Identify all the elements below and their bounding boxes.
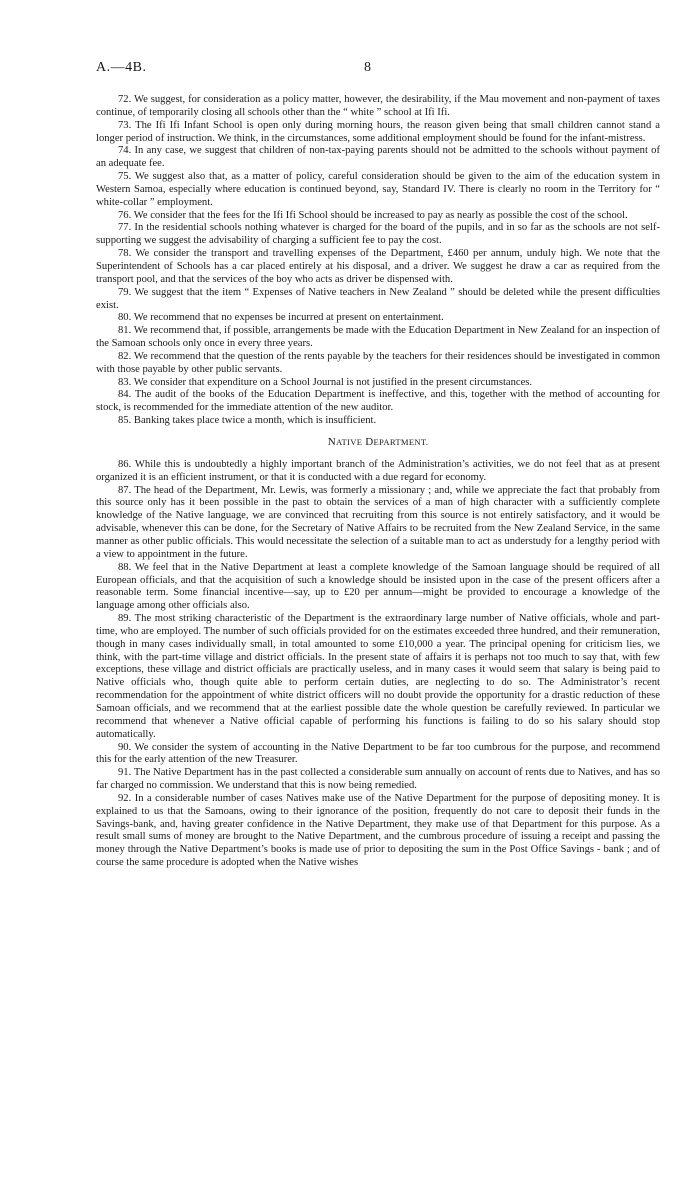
section-heading [96,436,660,449]
paragraph: 89. The most striking characteristic of the Department is the extraordinary large number of Native officials, whole and part-time, who are employed. The number of such officials provided for on the estimates exceeded three hundred, and their remuneration, though in many cases individually small, in total amounted to some £10,000 a year. The principal opening for criticism lies, we think, with the part-time village and district officials. In the present state of affairs it is perhaps not too much to say that, with few exceptions, these village and district officials are practically useless, and in many cases it would seem that salary is being paid to Native officials who, though quite able to perform certain duties, are neglecting to do so. The Administrator’s recent recommendation for the appointment of white district officers will no doubt provide the opportunity for a drastic reduction of these Samoan officials, and we recommend that at the earliest possible date the whole question be carefully reviewed. In particular we recommend that whenever a Native official capable of performing his functions is failing to do so his salary should stop automatically. [96,613,660,740]
paragraph: 87. The head of the Department, Mr. Lewis, was formerly a missionary ; and, while we appreciate the fact that probably from this source only has it been possible in the past to obtain the services of a man of high character with a sufficiently complete knowledge of the Native language, we are convinced that recruiting from this source is not entirely satisfactory, and it would be advisable, whenever this can be done, for the Secretary of Native Affairs to be recruited from the New Zealand Service, in the same manner as other public officials. This would necessitate the selection of a suitable man to act as understudy for a lengthy period with a view to appointment in the future. [96,484,660,560]
document-reference: A.—4B. [96,60,147,75]
paragraph: 74. In any case, we suggest that children of non-tax-paying parents should not be admitted to the schools without payment of an adequate fee. [96,145,660,170]
heading-rest-epartment: EPARTMENT. [373,436,429,447]
paragraph: 83. We consider that expenditure on a School Journal is not justified in the present circumstances. [118,376,533,388]
paragraph: 78. We consider the transport and travelling expenses of the Department, £460 per annum, unduly high. We note that the Superintendent of Schools has a car placed entirely at his disposal, and a driver. We suggest he draw a car as required from the transport pool, and that the services of the boy who acts as driver be dispensed with. [96,248,660,285]
body-text [96,94,660,870]
paragraph: 80. We recommend that no expenses be incurred at present on entertainment. [118,312,444,324]
paragraph: 77. In the residential schools nothing whatever is charged for the board of the pupils, and in so far as the schools are not self-supporting we suggest the advisability of charging a sufficient fee to pay the cost. [96,222,660,247]
paragraph: 72. We suggest, for consideration as a policy matter, however, the desirability, if the Mau movement and non-payment of taxes continue, of temporarily closing all schools other than the “ white ” school at Ifi Ifi. [96,94,660,118]
paragraph: 82. We recommend that the question of the rents payable by the teachers for their residences should be investigated in common with those payable by other public servants. [96,350,660,375]
paragraph: 90. We consider the system of accounting in the Native Department to be far too cumbrous for the purpose, and recommend this for the early attention of the new Treasurer. [96,741,660,766]
page-number: 8 [364,60,371,75]
paragraph: 85. Banking takes place twice a month, which is insufficient. [118,415,377,427]
heading-rest-ative: ATIVE [335,436,363,447]
paragraph: 86. While this is undoubtedly a highly important branch of the Administration’s activities, we do not feel that as at present organized it is an efficient instrument, or that it is conducted with a due regard for economy. [96,458,660,483]
paragraph: 81. We recommend that, if possible, arrangements be made with the Education Department in New Zealand for an inspection of the Samoan schools only once in every three years. [96,325,660,350]
paragraph: 84. The audit of the books of the Education Department is ineffective, and this, together with the method of accounting for stock, is recommended for the immediate attention of the new auditor. [96,389,660,414]
paragraph: 91. The Native Department has in the past collected a considerable sum annually on account of rents due to Natives, and has so far charged no commission. We understand that this is now being remedied. [96,767,660,792]
paragraph: 88. We feel that in the Native Department at least a complete knowledge of the Samoan language should be required of all European officials, and that the acquisition of such a knowledge should be insisted upon in the case of the present officers after a reasonable term. Some financial incentive—say, up to £20 per annum—might be provided to encourage a knowledge of the language among other officials also. [96,561,660,612]
paragraph: 76. We consider that the fees for the Ifi Ifi School should be increased to pay as nearly as possible the cost of the school. [118,209,628,221]
paragraph: 73. The Ifi Ifi Infant School is open only during morning hours, the reason given being that small children cannot stand a longer period of instruction. We think, in the circumstances, some additional employment should be found for the infant-mistress. [96,119,660,144]
page-header [96,60,660,82]
paragraph-group-education [96,94,660,428]
heading-initial-d: D [365,435,374,448]
paragraph-group-native-department [96,459,660,870]
paragraph: 79. We suggest that the item “ Expenses of Native teachers in New Zealand ” should be deleted while the present difficulties exist. [96,286,660,311]
heading-initial-n: N [327,435,336,448]
paragraph: 92. In a considerable number of cases Natives make use of the Native Department for the purpose of depositing money. It is explained to us that the Samoans, owing to their ignorance of the position, frequently do not care to deposit their funds in the Savings-bank, and, having greater confidence in the Native Department, they make use of that Department for this purpose. As a result small sums of money are brought to the Native Department, and the cumbrous procedure of issuing a receipt and passing the money through the Native Department’s books is made use of prior to depositing the sum in the Post Office Savings - bank ; and of course the same procedure is adopted when the Native wishes [96,792,660,869]
paragraph: 75. We suggest also that, as a matter of policy, careful consideration should be given to the aim of the education system in Western Samoa, especially where education is continued beyond, say, Standard IV. There is clearly no room in the Territory for “ white-collar ” employment. [96,171,660,208]
